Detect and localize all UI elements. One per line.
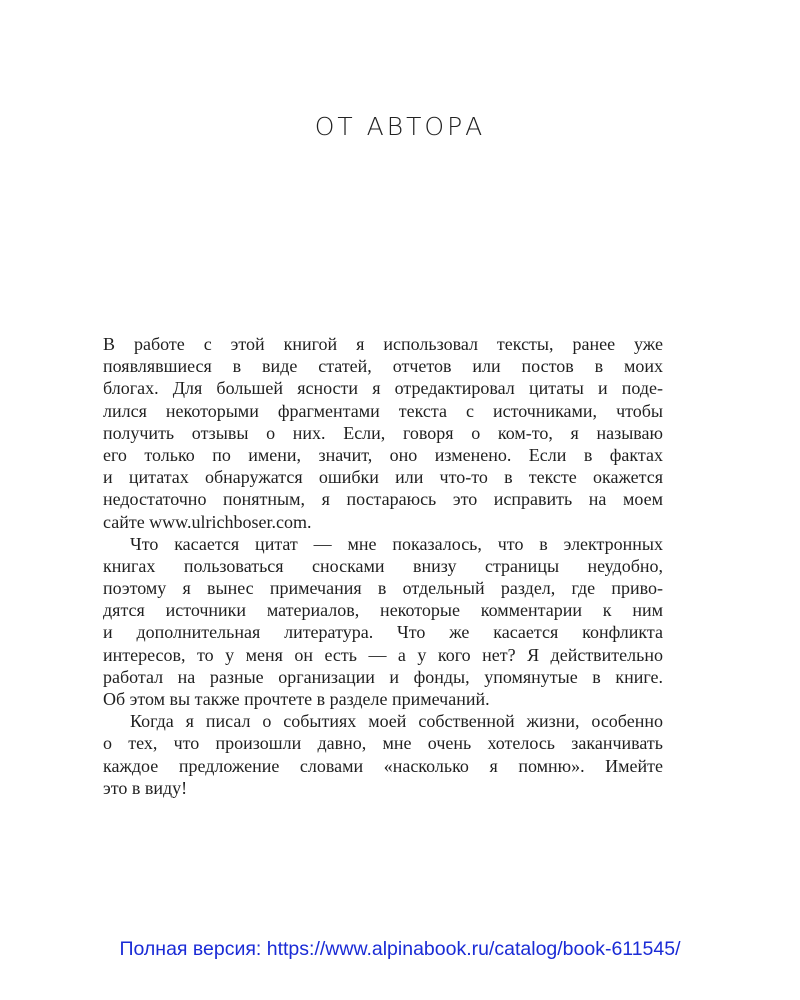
text-line: о тех, что произошли давно, мне очень хотелось заканчивать	[103, 733, 663, 754]
text-line: дятся источники материалов, некоторые комментарии к ним	[103, 600, 663, 621]
text-line: поэтому я вынес примечания в отдельный раздел, где приво-	[103, 578, 663, 599]
text-line: и дополнительная литература. Что же касается конфликта	[103, 622, 663, 643]
text-line: работал на разные организации и фонды, упомянутые в книге.	[103, 666, 663, 687]
text-line: интересов, то у меня он есть — а у кого нет? Я действительно	[103, 644, 663, 665]
text-line: и цитатах обнаружатся ошибки или что-то в тексте окажется	[103, 467, 663, 488]
paragraph-3	[103, 710, 663, 799]
full-version-link[interactable]: Полная версия: https://www.alpinabook.ru/catalog/book-611545/	[119, 938, 681, 960]
paragraph-1	[103, 333, 663, 533]
text-line: его только по имени, значит, оно изменено. Если в фактах	[103, 444, 663, 465]
text-line: блогах. Для большей ясности я отредактировал цитаты и поде-	[103, 378, 663, 399]
text-line: сайте www.ulrichboser.com.	[103, 511, 312, 532]
text-line: это в виду!	[103, 777, 188, 798]
text-line: появлявшиеся в виде статей, отчетов или постов в моих	[103, 356, 663, 377]
text-line: Что касается цитат — мне показалось, что в электронных	[130, 533, 663, 554]
text-line: получить отзывы о них. Если, говоря о ком-то, я называю	[103, 422, 663, 443]
text-line: книгах пользоваться сносками внизу страницы неудобно,	[103, 555, 663, 576]
chapter-title: ОТ АВТОРА	[314, 112, 486, 141]
text-line: Об этом вы также прочтете в разделе примечаний.	[103, 689, 490, 709]
body-text	[103, 333, 663, 799]
text-line: В работе с этой книгой я использовал тексты, ранее уже	[103, 334, 663, 354]
paragraph-2	[103, 533, 663, 711]
text-line: лился некоторыми фрагментами текста с источниками, чтобы	[103, 400, 663, 421]
text-line: недостаточно понятным, я постараюсь это исправить на моем	[103, 489, 663, 510]
text-line: каждое предложение словами «насколько я помню». Имейте	[103, 755, 663, 776]
text-line: Когда я писал о событиях моей собственной жизни, особенно	[130, 711, 663, 732]
